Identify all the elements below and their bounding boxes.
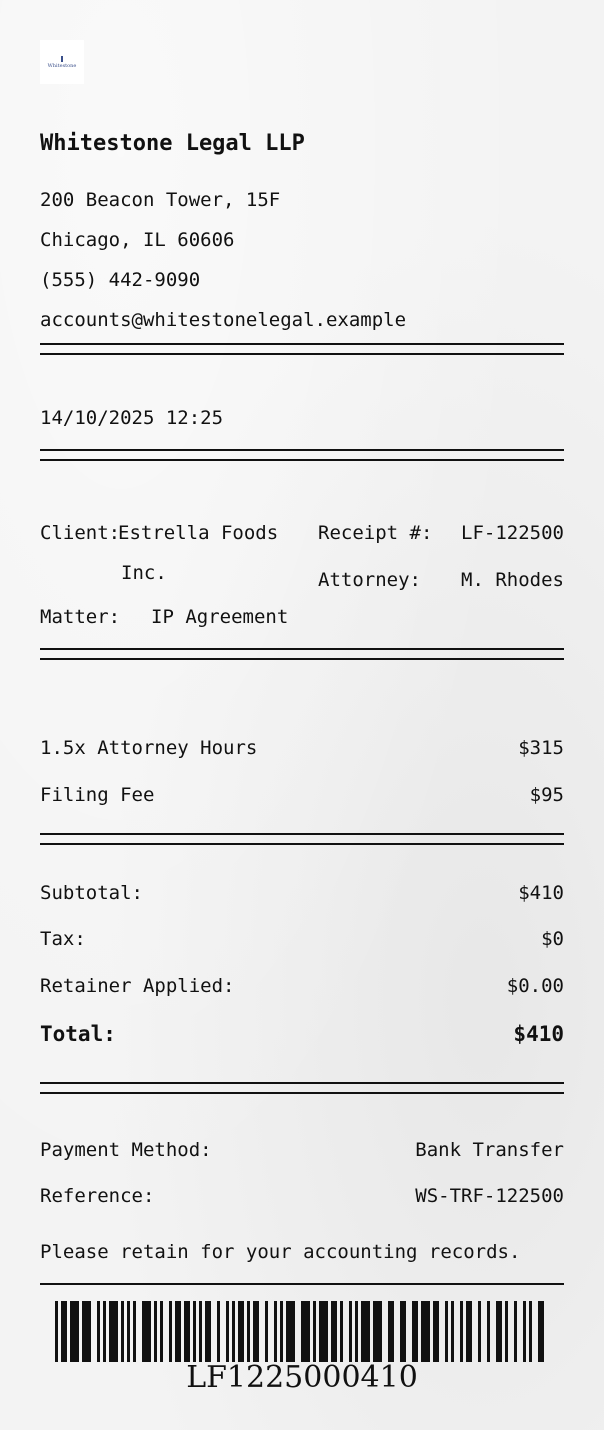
divider: [40, 1082, 564, 1084]
divider: [40, 843, 564, 845]
firm-address-line1: 200 Beacon Tower, 15F: [40, 189, 281, 211]
logo-mark-icon: [61, 56, 63, 62]
barcode-bar: [319, 1301, 328, 1362]
retainer-label: Retainer Applied:: [40, 975, 235, 997]
firm-phone: (555) 442-9090: [40, 269, 201, 291]
total-value: $410: [513, 1022, 564, 1046]
barcode-bar: [331, 1301, 337, 1362]
barcode-bar: [496, 1301, 502, 1362]
barcode-bar: [538, 1301, 544, 1362]
barcode-bar: [55, 1301, 58, 1362]
barcode-bar: [253, 1301, 259, 1362]
barcode-bar: [280, 1301, 283, 1362]
barcode-bar: [400, 1301, 406, 1362]
barcode-bar: [70, 1301, 79, 1362]
barcode-number: LF1225000410: [186, 1360, 418, 1395]
payment-method-label: Payment Method:: [40, 1139, 212, 1161]
line-item-amount: $95: [529, 784, 564, 806]
barcode-bar: [460, 1301, 463, 1362]
barcode-bar: [313, 1301, 316, 1362]
barcode-bar: [361, 1301, 370, 1362]
barcode-bar: [142, 1301, 151, 1362]
barcode-bar: [109, 1301, 118, 1362]
line-item-description: Filing Fee: [40, 784, 155, 806]
barcode-bar: [373, 1301, 382, 1362]
divider: [40, 658, 564, 660]
divider: [40, 648, 564, 650]
receipt-datetime: 14/10/2025 12:25: [40, 407, 224, 429]
barcode-bar: [421, 1301, 430, 1362]
barcode-bar: [205, 1301, 211, 1362]
tax-label: Tax:: [40, 928, 86, 950]
barcode-bar: [238, 1301, 244, 1362]
barcode-bar: [82, 1301, 91, 1362]
logo-text: Whitestone: [47, 62, 77, 69]
barcode-bar: [160, 1301, 163, 1362]
receipt-number-label: Receipt #:: [318, 522, 433, 544]
barcode-bar: [274, 1301, 277, 1362]
barcode-bar: [388, 1301, 394, 1362]
subtotal-label: Subtotal:: [40, 882, 143, 904]
matter-value: IP Agreement: [151, 606, 289, 628]
barcode-bar: [247, 1301, 250, 1362]
divider: [40, 1283, 564, 1285]
barcode-bar: [529, 1301, 532, 1362]
barcode-bar: [433, 1301, 439, 1362]
barcode-bar: [121, 1301, 124, 1362]
reference-value: WS-TRF-122500: [415, 1185, 564, 1207]
barcode-bar: [466, 1301, 472, 1362]
client-name-line1: Estrella Foods: [118, 522, 279, 544]
barcode-bar: [61, 1301, 67, 1362]
barcode-bar: [523, 1301, 526, 1362]
barcode-bar: [301, 1301, 310, 1362]
barcode-bar: [505, 1301, 508, 1362]
reference-label: Reference:: [40, 1185, 155, 1207]
barcode-bar: [97, 1301, 100, 1362]
barcode-bar: [232, 1301, 235, 1362]
retention-note: Please retain for your accounting records.: [40, 1241, 521, 1263]
attorney-label: Attorney:: [318, 569, 421, 591]
barcode-bar: [184, 1301, 190, 1362]
matter-label: Matter:: [40, 606, 121, 628]
firm-email: accounts@whitestonelegal.example: [40, 309, 407, 331]
barcode-bar: [451, 1301, 454, 1362]
barcode-bar: [478, 1301, 481, 1362]
barcode-bar: [445, 1301, 448, 1362]
payment-method-value: Bank Transfer: [415, 1139, 564, 1161]
barcode: [55, 1301, 549, 1362]
barcode-bar: [169, 1301, 172, 1362]
divider: [40, 353, 564, 355]
barcode-bar: [349, 1301, 352, 1362]
barcode-bar: [355, 1301, 358, 1362]
client-label: Client:: [40, 522, 121, 544]
divider: [40, 833, 564, 835]
barcode-bar: [286, 1301, 295, 1362]
barcode-bar: [127, 1301, 130, 1362]
firm-address-line2: Chicago, IL 60606: [40, 229, 235, 251]
barcode-bar: [175, 1301, 181, 1362]
line-item-description: 1.5x Attorney Hours: [40, 737, 258, 759]
receipt-number-value: LF-122500: [461, 522, 564, 544]
line-item-amount: $315: [518, 737, 564, 759]
barcode-bar: [199, 1301, 202, 1362]
barcode-bar: [154, 1301, 157, 1362]
barcode-bar: [133, 1301, 136, 1362]
barcode-bar: [265, 1301, 268, 1362]
subtotal-value: $410: [518, 882, 564, 904]
divider: [40, 1092, 564, 1094]
barcode-bar: [226, 1301, 229, 1362]
client-name-line2: Inc.: [121, 562, 167, 584]
barcode-bar: [514, 1301, 517, 1362]
retainer-value: $0.00: [506, 975, 564, 997]
barcode-bar: [487, 1301, 490, 1362]
firm-logo: [40, 40, 84, 84]
divider: [40, 459, 564, 461]
divider: [40, 343, 564, 345]
barcode-bar: [412, 1301, 418, 1362]
barcode-bar: [217, 1301, 220, 1362]
attorney-value: M. Rhodes: [461, 569, 564, 591]
barcode-bar: [103, 1301, 106, 1362]
barcode-bar: [340, 1301, 343, 1362]
total-label: Total:: [40, 1022, 116, 1046]
divider: [40, 449, 564, 451]
tax-value: $0: [541, 928, 564, 950]
barcode-bar: [193, 1301, 196, 1362]
firm-name: Whitestone Legal LLP: [40, 131, 305, 156]
